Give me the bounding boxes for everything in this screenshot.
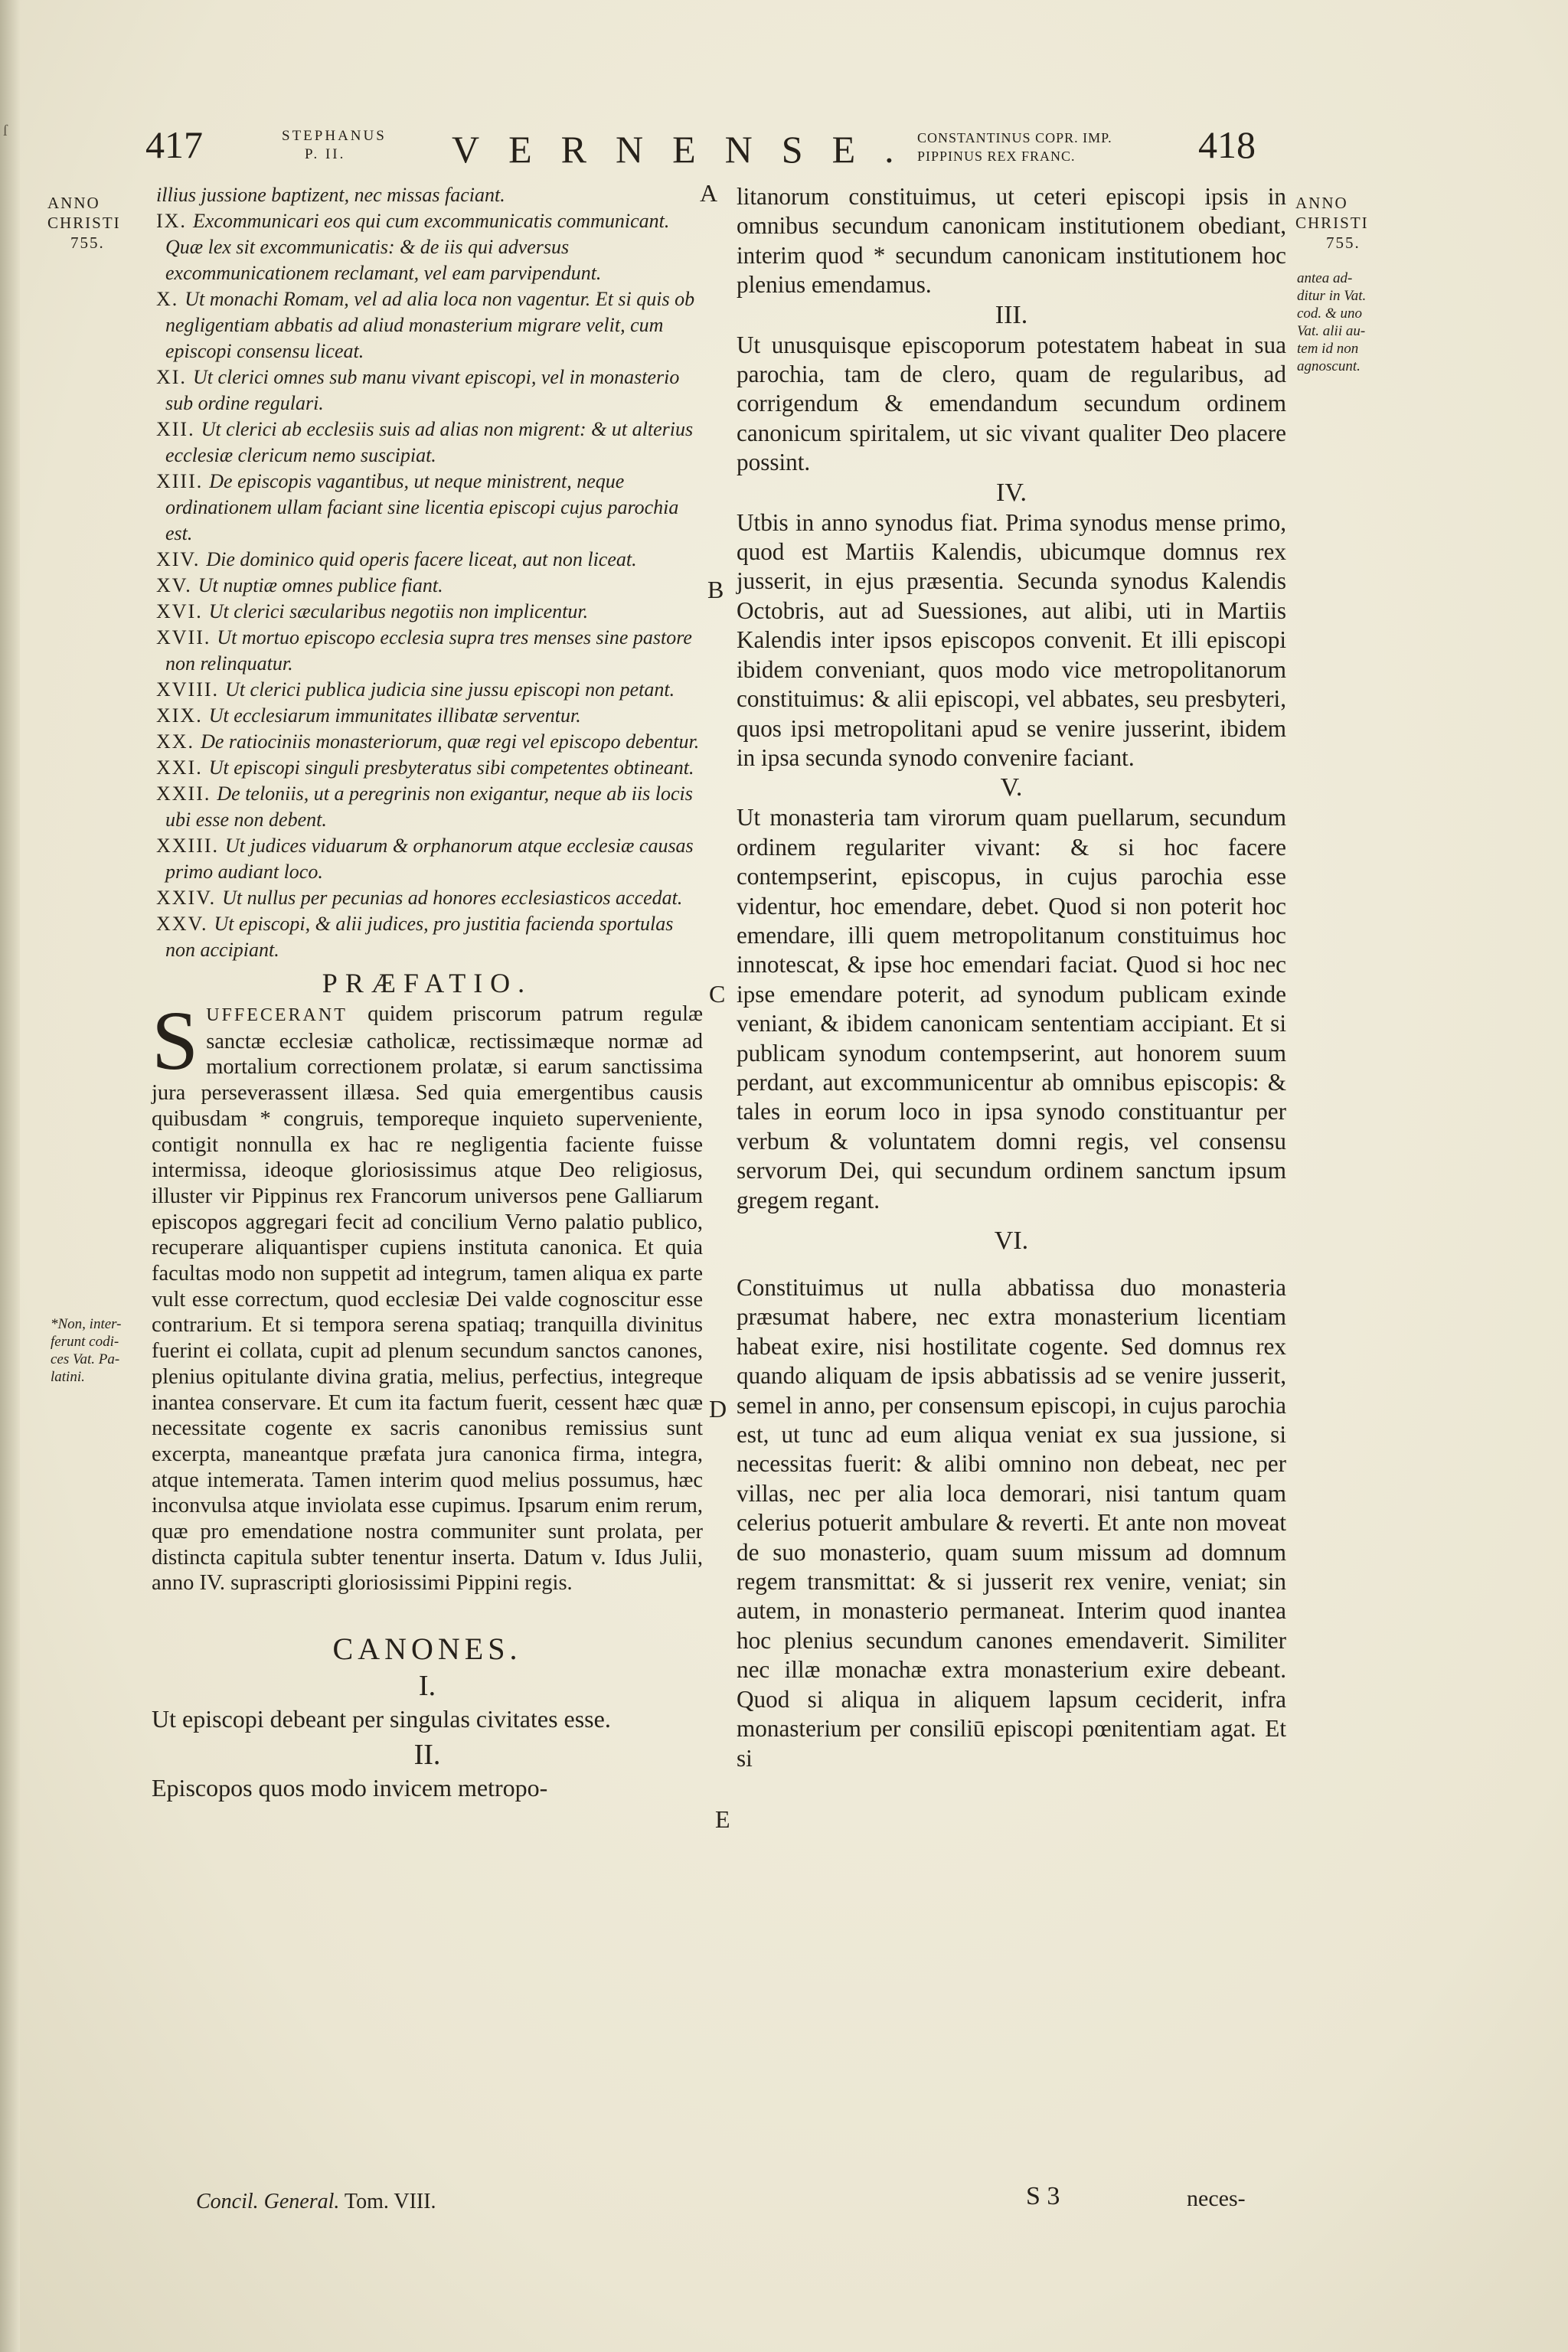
chapter-text: De episcopis vagantibus, ut neque ministrent, neque ordinationem ullam faciant sine licentia episcopi cujus parochia est. — [165, 470, 679, 544]
header-pope — [282, 127, 387, 164]
drop-cap: S — [152, 994, 199, 1087]
praefatio-title: PRÆFATIO. — [322, 968, 533, 998]
margin-year-right — [1295, 193, 1369, 253]
chapter-number: XIII. — [156, 470, 204, 492]
chapter-text: Ut nullus per pecunias ad honores ecclesiasticos accedat. — [222, 887, 683, 909]
chapter-number: XXIV. — [156, 887, 217, 909]
margin-anno: ANNO — [1295, 194, 1348, 212]
chapter-text: Ut ecclesiarum immunitates illibatæ serventur. — [208, 704, 581, 727]
chapter-text: Ut clerici publica judicia sine jussu episcopi non petant. — [225, 678, 675, 701]
margin-year: 755. — [70, 234, 105, 252]
chapter-item — [156, 885, 703, 911]
margin-note-line: antea ad- — [1297, 270, 1353, 286]
margin-note-line: agnoscunt. — [1297, 358, 1361, 374]
chapter-text: Ut monachi Romam, vel ad alia loca non vagentur. Et si quis ob negligentiam abbatis ad aliud monasterium migrare velit, cum episcopi consensu liceat. — [165, 288, 695, 362]
canon-1-text: Ut episcopi debeant per singulas civitates esse. — [152, 1705, 611, 1733]
chapter-item — [156, 703, 703, 729]
chapter-item — [156, 416, 703, 469]
section-letter-c: C — [709, 980, 726, 1008]
canon-6-number: VI. — [994, 1227, 1029, 1255]
footer-series: Concil. General. — [196, 2190, 340, 2213]
chapter-number: XVIII. — [156, 678, 220, 701]
chapter-number: XI. — [156, 366, 187, 388]
chapter-number: XIX. — [156, 704, 203, 727]
praefatio-first-word: UFFECERANT — [206, 1005, 348, 1025]
canon-2-number: II. — [413, 1739, 441, 1772]
chapter-text: Ut episcopi singuli presbyteratus sibi competentes obtineant. — [208, 756, 694, 779]
spine-mark: ſ — [3, 122, 8, 139]
chapter-text: De teloniis, ut a peregrinis non exigantur, neque ab iis locis ubi esse non debent. — [165, 782, 693, 831]
chapter-item — [156, 755, 703, 781]
margin-note-line: cod. & uno — [1297, 305, 1362, 322]
chapter-number: XVII. — [156, 626, 211, 648]
header-pope-number: P. II. — [305, 146, 346, 162]
margin-note-line: Vat. alii au- — [1297, 323, 1366, 339]
catchword: neces- — [1187, 2186, 1246, 2211]
margin-year: 755. — [1326, 234, 1361, 252]
canon-5-number: V. — [1000, 773, 1023, 802]
chapter-number: XII. — [156, 418, 195, 440]
chapter-number: X. — [156, 288, 179, 310]
section-letter-d: D — [709, 1395, 727, 1423]
chapter-item — [156, 677, 703, 703]
canon-1-number: I. — [418, 1670, 436, 1703]
chapter-number: XIV. — [156, 548, 201, 570]
margin-note-left — [51, 1315, 122, 1386]
header-rulers — [917, 129, 1112, 165]
canon-2-text: Episcopos quos modo invicem metropo- — [152, 1774, 548, 1802]
running-title: VERNENSE. — [452, 128, 923, 171]
chapter-item — [156, 625, 703, 677]
chapter-text: Die dominico quid operis facere liceat, aut non liceat. — [206, 548, 637, 570]
page-number-right: 418 — [1198, 123, 1256, 166]
chapter-number: XV. — [156, 574, 192, 596]
right-column — [737, 182, 1286, 1773]
margin-note-right — [1297, 270, 1366, 375]
page-number-left: 417 — [145, 123, 203, 166]
margin-christi: CHRISTI — [1295, 214, 1369, 232]
header-king: PIPPINUS REX FRANC. — [917, 149, 1076, 164]
footer-volume — [196, 2190, 436, 2214]
margin-note-line: ferunt codi- — [51, 1334, 119, 1350]
canon-3-number: III. — [995, 300, 1028, 329]
chapter-item — [156, 833, 703, 885]
chapter-item — [156, 182, 703, 208]
chapter-item — [156, 286, 703, 364]
chapter-text: Ut clerici sæcularibus negotiis non implicentur. — [208, 600, 589, 622]
header-pope-name: STEPHANUS — [282, 128, 387, 144]
margin-note-line: *Non, inter- — [51, 1316, 122, 1332]
chapter-text: Ut nuptiæ omnes publice fiant. — [198, 574, 443, 596]
margin-note-line: ditur in Vat. — [1297, 288, 1367, 304]
canon-4-text: Utbis in anno synodus fiat. Prima synodus mense primo, quod est Martiis Kalendis, ubicumque domnus rex jusserit, in ejus præsentia. Secunda synodus Kalendis Octobris, aut ad Suessiones, aut alibi, uti in Martiis Kalendis inter ipsos episcopos convenit. Et illi episcopi ibidem conveniant, quos modo vice metropolitanorum constituimus: & alii episcopi, vel abbates, seu presbyteri, quos ipsi metropolitani apud se venire jusserint, ibidem in ipsa secunda synodo convenire faciant. — [737, 508, 1286, 771]
chapter-item — [156, 573, 703, 599]
book-spine — [0, 0, 20, 2352]
praefatio-body: quidem priscorum patrum regulæ sanctæ ecclesiæ catholicæ, rectissimæque normæ ad mortalium correctionem prolatæ, si earum sanctissima jura perseverassent illæsa. Sed quia emergentibus causis quibusdam * congruis, temporeque inquieto superveniente, contigit nonnulla ex hac re negligentia faciente fuisse intermissa, ideoque gloriosissimus atque Deo religiosus, illuster vir Pippinus rex Francorum universos pene Galliarum episcopos aggregari fecit ad concilium Verno palatio publico, recuperare aliquantisper cupiens instituta canonica. Et quia facultas modo non suppetit ad integrum, tamen aliqua ex parte vult esse correctum, quod ecclesiæ Dei valde cognoscitur esse contrarium. Et si tempora serena spatiaq; tranquilla divinitus fuerint ei collata, cupit ad plenum secundum sanctos canones, plenius opitulante divina gratia, melius, perfectius, integreque inantea conservare. Et cum ita factum fuerit, cessent hæc quæ necessitate cogente ex sacris canonibus remissius sunt excerpta, maneantque præfata jura canonica firma, integra, atque intemerata. Tamen interim quod melius possumus, hæc inconvulsa atque inviolata esse cupimus. Ipsarum enim rerum, quæ pro emendatione nostra communiter sunt prolata, per distincta capitula subter tenentur inserta. Datum v. Idus Julii, anno IV. suprascripti gloriosissimi Pippini regis. — [152, 1002, 703, 1596]
footer-tome: Tom. VIII. — [344, 2190, 436, 2213]
header-emperor: CONSTANTINUS COPR. IMP. — [917, 130, 1112, 145]
canon-6-text: Constituimus ut nulla abbatissa duo monasteria præsumat habere, nec extra monasterium licentiam habeat exire, nisi hostilitate cogente. Sed domnus rex quando aliquam de ipsis abbatissis ad se venire jusserit, semel in anno, per consensum episcopi, in cujus parochia est, ut tunc ad eum aliqua veniat ex sua jussione, si necessitas fuerit: & alibi omnino non debeat, nec per villas, nec per alia loca demorari, nisi tantum quam celerius potuerit ambulare & reverti. Et ante non moveat de suo monasterio, quam suum missum ad domnum regem transmittat: & si jusserit rex venire, veniat; sin autem, in monasterio permaneat. Interim quod inantea hoc plenius secundum canones emendaverit. Similiter nec illæ monachæ extra monasterium exire debeant. Quod si aliqua in aliquem lapsum ceciderit, infra monasterium per consiliū episcopi pœnitentiam agat. Et si — [737, 1274, 1286, 1772]
chapter-number: XXIII. — [156, 835, 220, 857]
chapter-item — [156, 729, 703, 755]
chapter-number: IX. — [156, 210, 187, 232]
chapter-text: Excommunicari eos qui cum excommunicatis communicant. Quæ lex sit excommunicatis: & de iis qui adversus excommunicationem reclamant, vel eam parvipendunt. — [165, 210, 670, 284]
chapter-item — [156, 599, 703, 625]
chapter-number: XXII. — [156, 782, 211, 805]
chapter-number: XXV. — [156, 913, 208, 935]
signature-mark: S 3 — [1026, 2182, 1060, 2210]
margin-note-line: latini. — [51, 1369, 85, 1385]
section-letter-b: B — [707, 576, 724, 603]
chapter-text: Ut clerici ab ecclesiis suis ad alias non migrent: & ut alterius ecclesiæ clericum nemo suscipiat. — [165, 418, 694, 466]
chapter-item — [156, 208, 703, 286]
chapter-item — [156, 469, 703, 547]
margin-year-left — [47, 193, 121, 253]
chapter-item — [156, 547, 703, 573]
chapter-item — [156, 781, 703, 833]
praefatio-text — [152, 994, 703, 1596]
chapter-number: XX. — [156, 730, 195, 753]
canon-5-text: Ut monasteria tam virorum quam puellarum, secundum ordinem regulariter vivant: & si hoc facere contempserint, episcopus, in cujus parochia esse videntur, hoc emendare, debet. Quod si non poterit hoc emendare, illi quem metropolitanum constituimus hoc innotescat, & ipse hoc emendari faciat. Quod si hoc nec ipse emendare poterit, ad synodum publicam exinde veniant, & ibidem canonicam sententiam accipiant. Et si publicam synodum contempserint, aut honorem suum perdant, aut excommunicentur ab omnibus episcopis: & tales in eorum loco in ipsa synodo constituantur per verbum & voluntatem domni regis, vel consensu servorum Dei, qui secundum ordinem sanctum ipsum gregem regant. — [737, 804, 1286, 1214]
margin-note-line: tem id non — [1297, 341, 1359, 357]
section-letter-a: A — [700, 179, 718, 207]
margin-christi: CHRISTI — [47, 214, 121, 232]
chapter-text: Ut clerici omnes sub manu vivant episcopi, vel in monasterio sub ordine regulari. — [165, 366, 680, 414]
chapter-list — [152, 182, 703, 963]
section-letter-e: E — [715, 1805, 730, 1833]
chapter-text: De ratiociniis monasteriorum, quæ regi vel episcopo debentur. — [201, 730, 700, 753]
chapter-text: Ut judices viduarum & orphanorum atque ecclesiæ causas primo audiant loco. — [165, 835, 694, 883]
chapter-text: Ut episcopi, & alii judices, pro justitia facienda sportulas non accipiant. — [165, 913, 674, 961]
chapter-item — [156, 364, 703, 416]
chapter-text: Ut mortuo episcopo ecclesia supra tres menses sine pastore non relinquatur. — [165, 626, 692, 675]
chapter-number: XXI. — [156, 756, 203, 779]
canon-3-text: Ut unusquisque episcoporum potestatem habeat in sua parochia, tam de clero, quam de regularibus, ad corrigendum & emendandum secundum ordinem canonicum spiritalem, ut sic vivant qualiter Deo placere possint. — [737, 331, 1286, 476]
canones-title: CANONES. — [332, 1632, 522, 1667]
canon-4-number: IV. — [996, 478, 1027, 507]
chapter-number: XVI. — [156, 600, 203, 622]
left-column — [152, 182, 703, 1808]
margin-anno: ANNO — [47, 194, 100, 212]
chapter-item — [156, 911, 703, 963]
chapter-text: illius jussione baptizent, nec missas faciant. — [156, 184, 505, 206]
canon-2-continuation: litanorum constituimus, ut ceteri episcopi ipsis in omnibus secundum canonicam institutionem obediant, interim quod * secundum canonicam institutionem hoc plenius emendamus. — [737, 183, 1286, 299]
margin-note-line: ces Vat. Pa- — [51, 1351, 120, 1367]
